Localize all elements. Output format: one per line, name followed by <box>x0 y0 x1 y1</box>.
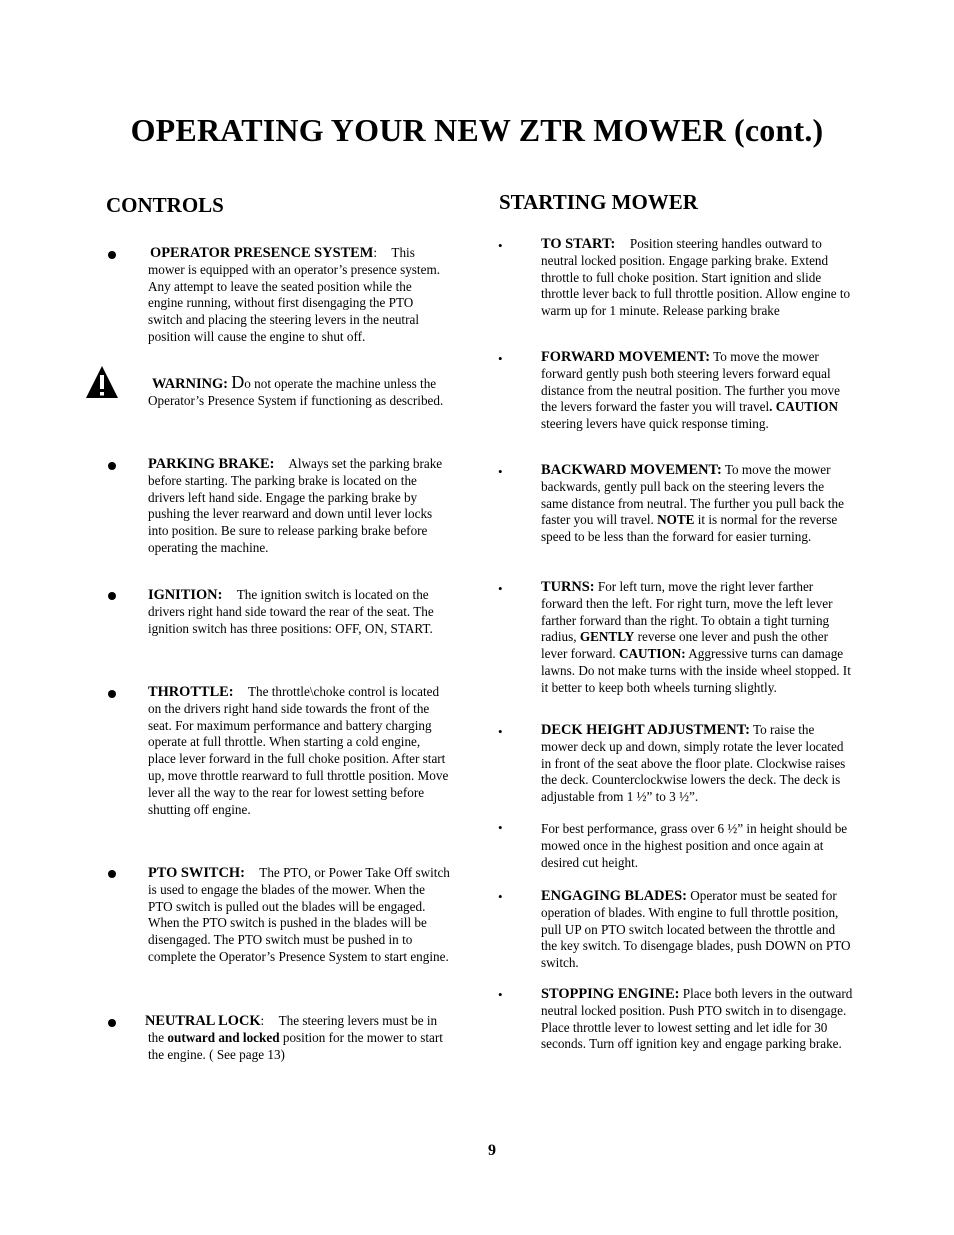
item-text: Aggressive turns can damage lawns. Do not make turns with the inside wheel stopped. It it better to keep both wheels turning slightly. <box>541 646 851 695</box>
starting-mower-heading: STARTING MOWER <box>499 190 698 214</box>
page-number: 9 <box>488 1142 496 1159</box>
bullet-dot <box>108 870 116 878</box>
bullet-dot <box>108 592 116 600</box>
bullet: • <box>498 581 503 596</box>
stopping-engine-item <box>541 986 853 1053</box>
deck-height-item <box>541 722 853 806</box>
item-label: FORWARD MOVEMENT: <box>541 349 711 365</box>
bullet-dot <box>108 1019 116 1027</box>
item-label: BACKWARD MOVEMENT: <box>541 462 722 478</box>
item-text: Always set the parking brake before starting. The parking brake is located on the drivers left hand side. Engage the parking brake by pushing the lever rearward and down until lever locks into position. Be sure to release parking brake before operating the machine. <box>148 456 443 555</box>
item-label: OPERATOR PRESENCE SYSTEM <box>150 245 374 261</box>
warning-text: o not operate the machine unless the Operator’s Presence System if functioning as described. <box>148 376 444 408</box>
warning-triangle-icon <box>84 364 120 400</box>
item-text: The steering levers must be in the <box>148 1013 438 1045</box>
item-text: The ignition switch is located on the drivers right hand side toward the rear of the seat. The ignition switch has three positions: OFF, ON, START. <box>148 587 434 636</box>
bullet: • <box>498 987 503 1002</box>
bullet-dot <box>108 462 116 470</box>
bullet-dot <box>108 690 116 698</box>
item-label: IGNITION: <box>148 587 223 603</box>
bullet: • <box>498 238 503 253</box>
backward-movement-item <box>541 462 853 546</box>
item-text-lead: This <box>391 245 415 260</box>
bullet-dot <box>108 251 116 259</box>
item-text: Place both levers in the outward neutral locked position. Push PTO switch in to disengage. Place throttle lever to lowest setting and let idle for 30 seconds. Turn off ignition key and engage parking brake. <box>541 986 853 1052</box>
to-start-item <box>541 236 853 320</box>
item-label: PARKING BRAKE: <box>148 456 275 472</box>
throttle-item <box>148 684 450 818</box>
item-text: The PTO, or Power Take Off switch is used to engage the blades of the mower. When the PTO switch is pulled out the blades will be engaged. When the PTO switch is pushed in the blades will be disengaged. The PTO switch must be pushed in to complete the Operator’s Presence System to start engine. <box>148 865 450 964</box>
forward-movement-item: FORWARD MOVEMENT: To move the mower forward gently push both steering levers forward equal distance from the neutral position. The further you move the levers forward the faster you will travel. CAUTION steering levers have quick response timing. <box>541 349 840 432</box>
bullet: • <box>498 351 503 366</box>
bullet: • <box>498 464 503 479</box>
item-text: mower is equipped with an operator’s presence system. Any attempt to leave the seated position while the engine running, without first disengaging the PTO switch and placing the steering levers in the neutral position will cause the engine to shut off. <box>148 261 440 344</box>
item-text: To raise the mower deck up and down, simply rotate the lever located in front of the seat above the floor plate. Clockwise raises the deck. Counterclockwise lowers the deck. The deck is adjustable from 1 ½” to 3 ½”. <box>541 722 846 805</box>
controls-heading: CONTROLS <box>106 193 224 217</box>
item-text: To move the mower backwards, gently pull back on the steering levers the same distance from neutral. The further you pull back the faster you will travel. <box>541 462 844 528</box>
neutral-lock-item: NEUTRAL LOCK: The steering levers must be in the outward and locked position for the mower to start the engine. ( See page 13) <box>145 1013 443 1062</box>
parking-brake-item <box>148 456 450 557</box>
item-text: For best performance, grass over 6 ½” in height should be mowed once in the highest position and once again at desired cut height. <box>541 821 848 870</box>
ignition-item <box>148 587 450 637</box>
item-text: Position steering handles outward to neutral locked position. Engage parking brake. Extend throttle to full choke position. Start ignition and slide throttle lever back to full throttle position. Allow engine to warm up for 1 minute. Release parking brake <box>541 236 851 319</box>
page-title: OPERATING YOUR NEW ZTR MOWER (cont.) <box>130 112 824 148</box>
item-label: DECK HEIGHT ADJUSTMENT: <box>541 722 750 738</box>
operator-presence-item: OPERATOR PRESENCE SYSTEM: This mower is equipped with an operator’s presence system. Any attempt to leave the seated position while the engine running, without first disengaging the PTO switch and placing the steering levers in the neutral position will cause the engine to shut off. <box>148 245 440 344</box>
turns-item: TURNS: For left turn, move the right lever farther forward then the left. For right turn, move the left lever farther forward than the right. To obtain a tight turning radius, GENTLY reverse one lever and push the other lever forward. CAUTION: Aggressive turns can damage lawns. Do not make turns with the inside wheel stopped. It it better to keep both wheels turning slightly. <box>541 579 851 695</box>
bullet: • <box>498 724 503 739</box>
item-text: To move the mower forward gently push both steering levers forward equal distance from the neutral position. The further you move the levers forward the faster you will travel <box>541 349 840 415</box>
best-performance-item <box>541 821 853 871</box>
item-text: The throttle\choke control is located on the drivers right hand side towards the front of the seat. For maximum performance and battery charging operate at full throttle. When starting a cold engine, place lever forward in the full choke position. After start up, move throttle rearward to full throttle position. Move lever all the way to the rear for lowest setting before shutting off engine. <box>148 684 449 817</box>
item-label: NEUTRAL LOCK <box>145 1013 261 1029</box>
engaging-blades-item <box>541 888 853 972</box>
item-text: Operator must be seated for operation of blades. With engine to full throttle position, pull UP on PTO switch located between the throttle and the key switch. To disengage blades, push DOWN on PTO switch. <box>541 888 851 971</box>
bullet: • <box>498 820 503 835</box>
warning-item: WARNING: Do not operate the machine unless the Operator’s Presence System if functioning as described. <box>148 372 444 408</box>
item-text: For left turn, move the right lever farther forward then the left. For right turn, move the left lever farther forward than the right. To obtain a tight turning radius, <box>541 579 833 645</box>
item-text: steering levers have quick response timing. <box>541 416 769 432</box>
warning-label: WARNING: <box>152 376 228 392</box>
item-label: TO START: <box>541 236 616 252</box>
item-label: STOPPING ENGINE: <box>541 986 680 1002</box>
item-label: ENGAGING BLADES: <box>541 888 687 904</box>
item-label: TURNS: <box>541 579 595 595</box>
item-text: position for the mower to start the engine. ( See page 13) <box>148 1029 443 1062</box>
note-label: NOTE <box>657 512 695 528</box>
item-text: reverse one lever and push the other lever forward. <box>541 629 829 662</box>
pto-switch-item <box>148 865 450 966</box>
item-text: it is normal for the reverse speed to be less than the forward for easier turning. <box>541 512 838 545</box>
caution-label: CAUTION: <box>619 646 686 662</box>
bullet: • <box>498 889 503 904</box>
item-bold-text: outward and locked <box>167 1029 280 1045</box>
item-label: PTO SWITCH: <box>148 865 245 881</box>
item-label: THROTTLE: <box>148 684 234 700</box>
caution-label: CAUTION <box>775 399 839 415</box>
